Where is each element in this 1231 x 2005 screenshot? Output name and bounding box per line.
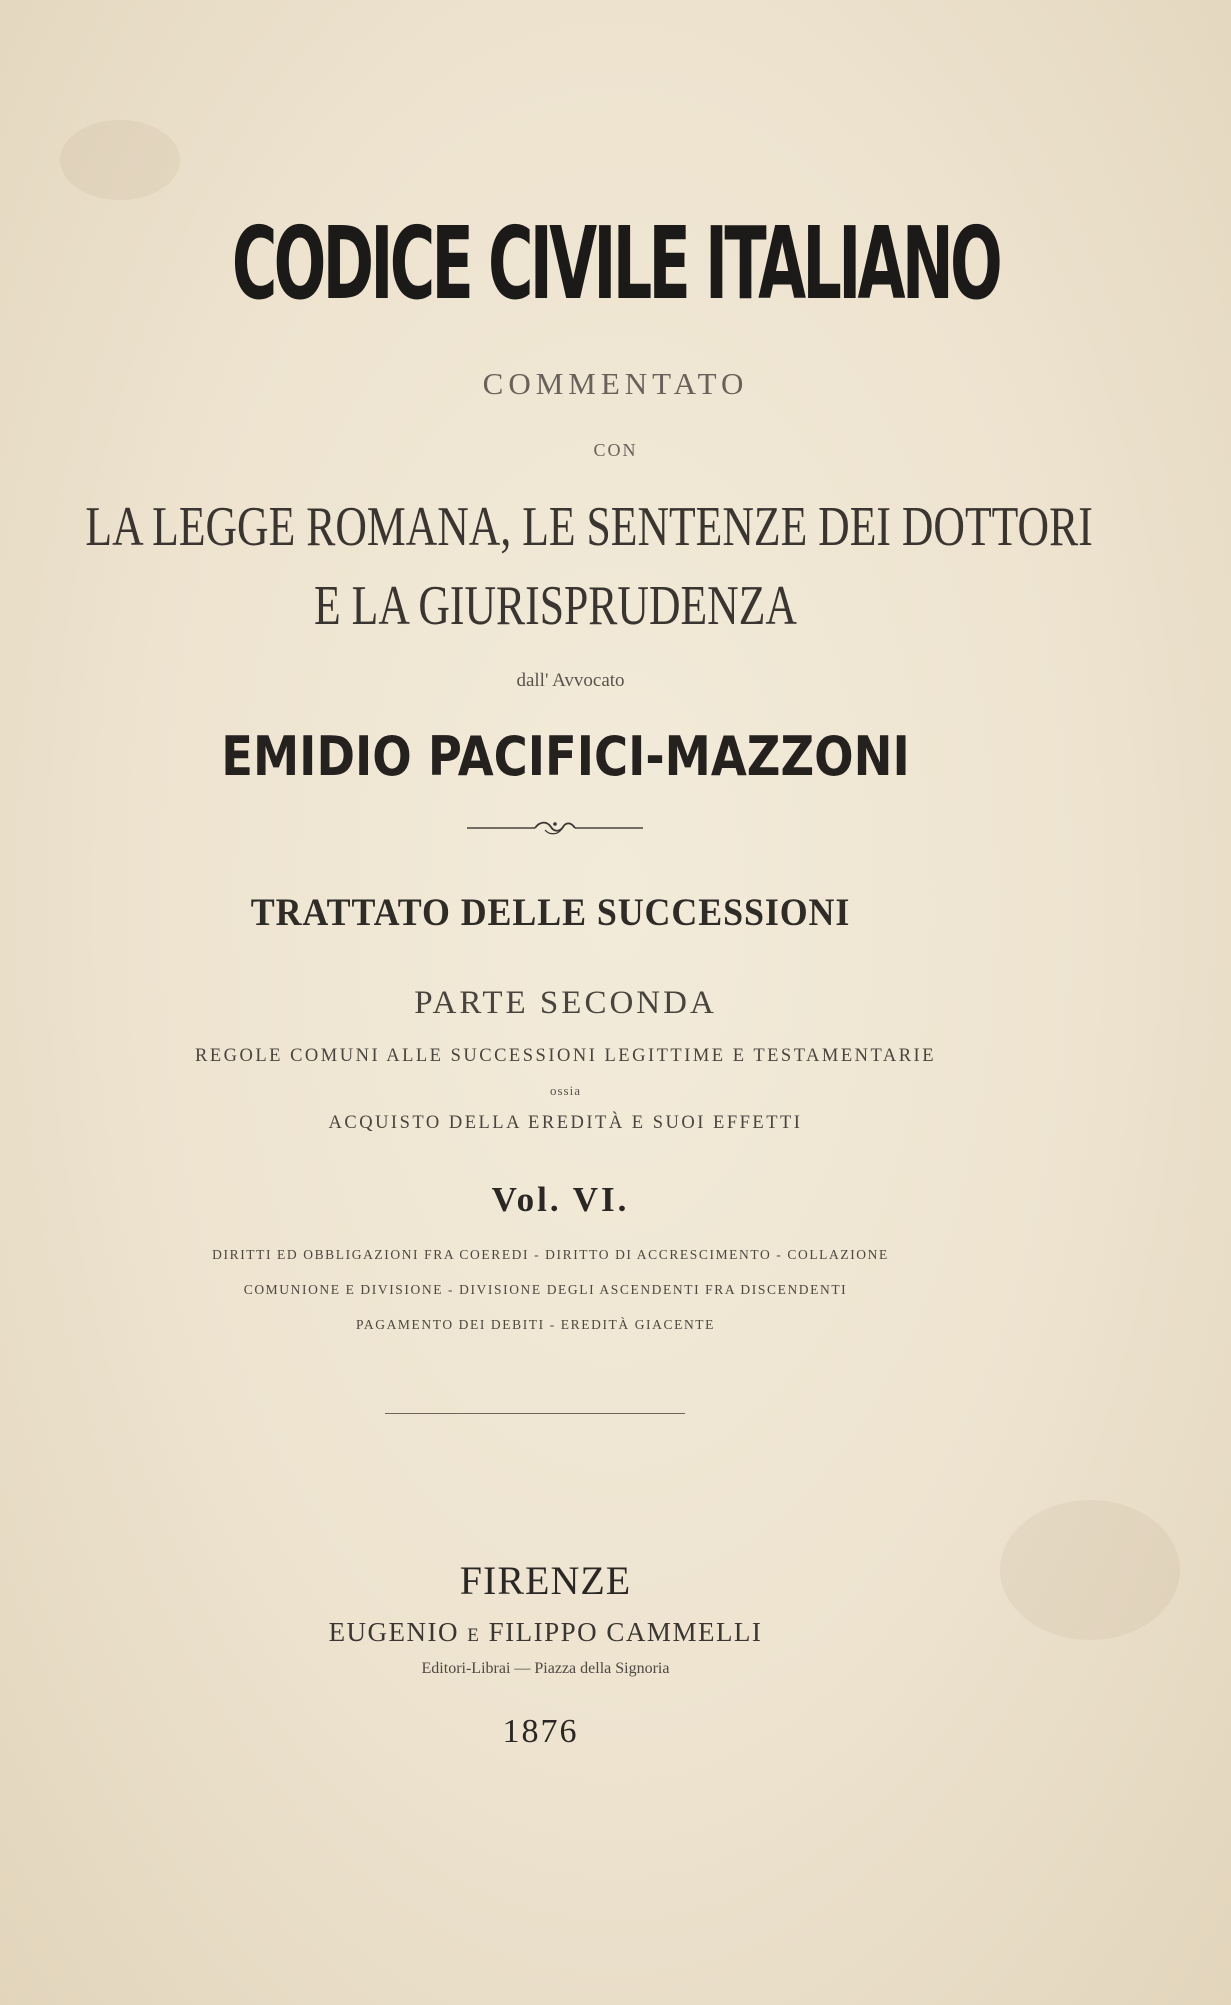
ornament-divider-icon: [465, 815, 645, 841]
subject-line-2: E LA GIURISPRUDENZA: [314, 575, 797, 637]
treatise-title: TRATTATO DELLE SUCCESSIONI: [250, 891, 851, 934]
contents-line-3: PAGAMENTO DEI DEBITI - EREDITÀ GIACENTE: [356, 1317, 715, 1332]
publication-year: 1876: [502, 1713, 579, 1750]
horizontal-rule: [385, 1413, 685, 1414]
volume-number: Vol. VI.: [491, 1180, 630, 1219]
main-title: CODICE CIVILE ITALIANO: [231, 205, 999, 322]
author-name: EMIDIO PACIFICI-MAZZONI: [221, 725, 910, 788]
paper-stain: [60, 120, 180, 200]
subtitle: COMMENTATO: [482, 366, 749, 401]
contents-line-1: DIRITTI ED OBBLIGAZIONI FRA COEREDI - DIRITTO DI ACCRESCIMENTO - COLLAZIONE: [212, 1247, 889, 1262]
publication-place: FIRENZE: [459, 1558, 632, 1603]
contents-line-2: COMUNIONE E DIVISIONE - DIVISIONE DEGLI ASCENDENTI FRA DISCENDENTI: [243, 1282, 848, 1297]
part-description: REGOLE COMUNI ALLE SUCCESSIONI LEGITTIME E TESTAMENTARIE: [195, 1046, 936, 1066]
part-title: PARTE SECONDA: [414, 985, 717, 1021]
publisher-name-2: FILIPPO CAMMELLI: [488, 1617, 763, 1647]
part-description-2: ACQUISTO DELLA EREDITÀ E SUOI EFFETTI: [328, 1113, 803, 1133]
subject-line-1: LA LEGGE ROMANA, LE SENTENZE DEI DOTTORI: [85, 496, 1093, 558]
publisher-address: Editori-Librai — Piazza della Signoria: [421, 1660, 670, 1677]
connector: CON: [593, 440, 638, 460]
publisher-name-1: EUGENIO: [328, 1617, 460, 1647]
publisher: [0, 1617, 1161, 1648]
author-prefix: dall' Avvocato: [516, 670, 625, 691]
publisher-and: E: [467, 1625, 481, 1646]
ossia-connector: ossia: [550, 1083, 581, 1098]
